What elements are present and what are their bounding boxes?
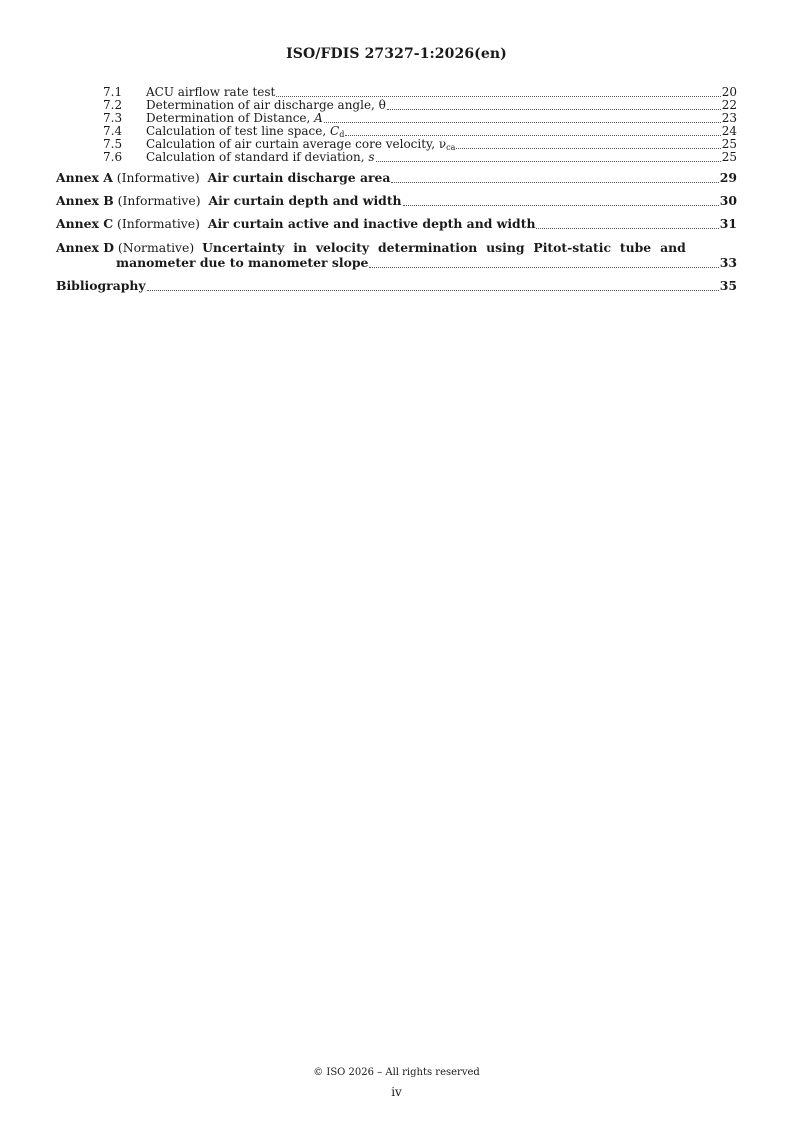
annex-label: Annex C: [56, 216, 114, 231]
dot-leader: [324, 112, 721, 123]
toc-entry-annex-a[interactable]: [56, 171, 737, 185]
toc-entry-title-text: Determination of Distance,: [146, 111, 315, 125]
toc-subsection-list: [56, 86, 737, 164]
toc-entry-annex-b[interactable]: [56, 194, 737, 208]
bibliography-page: 35: [719, 278, 737, 293]
toc-entry-symbol: s: [368, 150, 375, 164]
annex-d-title-line1: Uncertainty in velocity determination using Pitot-static tube and: [202, 240, 686, 255]
toc-entry-page: 25: [721, 137, 737, 151]
toc-entry-page: 25: [721, 150, 737, 164]
bibliography-title: Bibliography: [56, 278, 146, 293]
annex-label: Annex A: [56, 170, 113, 185]
toc-entry-subscript: d: [339, 130, 345, 139]
toc-entry-title-text: Calculation of air curtain average core velocity, ν: [146, 137, 447, 151]
document-header: ISO/FDIS 27327-1:2026(en): [286, 46, 507, 62]
toc-entry-page: 24: [721, 124, 737, 138]
dot-leader: [345, 125, 720, 136]
toc-entry-number: 7.4: [103, 124, 123, 138]
annex-label: Annex B: [56, 193, 114, 208]
dot-leader: [403, 195, 719, 206]
annex-d-title-line2: manometer due to manometer slope: [116, 255, 369, 270]
annex-title: Air curtain depth and width: [208, 193, 402, 208]
toc-entry-number: 7.2: [103, 98, 123, 112]
annex-d-type: (Normative): [117, 240, 195, 255]
annex-type: (Informative): [116, 170, 200, 185]
annex-title: Air curtain active and inactive depth and width: [207, 216, 536, 231]
toc-entry-annex-c[interactable]: [56, 217, 737, 231]
toc-entry-number: 7.1: [103, 85, 123, 99]
annex-d-label: Annex D: [56, 240, 114, 255]
annex-type: (Informative): [117, 193, 201, 208]
annex-page: 29: [719, 170, 737, 185]
annex-type: (Informative): [117, 216, 200, 231]
toc-entry-number: 7.3: [103, 111, 123, 125]
toc-entry-annex-d[interactable]: [56, 240, 737, 270]
toc-entry-subscript: ca: [446, 143, 456, 152]
page-number: iv: [391, 1085, 402, 1099]
annex-page: 30: [719, 193, 737, 208]
copyright-footer: © ISO 2026 – All rights reserved: [313, 1067, 480, 1078]
toc-entry-title: [146, 151, 375, 164]
dot-leader: [456, 138, 720, 149]
toc-entry-title-text: Calculation of test line space,: [146, 124, 331, 138]
toc-entry-symbol: A: [314, 111, 323, 125]
dot-leader: [376, 151, 721, 162]
annex-d-page: 33: [719, 255, 737, 270]
toc-annex-list: [56, 171, 737, 231]
toc-entry-symbol: C: [330, 124, 340, 138]
toc-entry-number: 7.6: [103, 150, 123, 164]
toc-entry-title-text: Determination of air discharge angle, θ: [146, 98, 386, 112]
toc-entry-page: 23: [721, 111, 737, 125]
toc-entry-bibliography[interactable]: [56, 279, 737, 293]
dot-leader: [147, 280, 719, 291]
toc-entry-7-6[interactable]: [56, 151, 737, 164]
dot-leader: [536, 218, 718, 229]
dot-leader: [276, 86, 720, 97]
annex-page: 31: [719, 216, 737, 231]
toc-entry-title-text: Calculation of standard if deviation,: [146, 150, 369, 164]
table-of-contents: [56, 86, 737, 293]
toc-entry-page: 22: [721, 98, 737, 112]
toc-entry-number: 7.5: [103, 137, 123, 151]
dot-leader: [391, 172, 718, 183]
annex-title: Air curtain discharge area: [207, 170, 391, 185]
dot-leader: [369, 257, 718, 268]
toc-entry-page: 20: [721, 85, 737, 99]
toc-entry-title-text: ACU airflow rate test: [146, 85, 276, 99]
dot-leader: [387, 99, 721, 110]
